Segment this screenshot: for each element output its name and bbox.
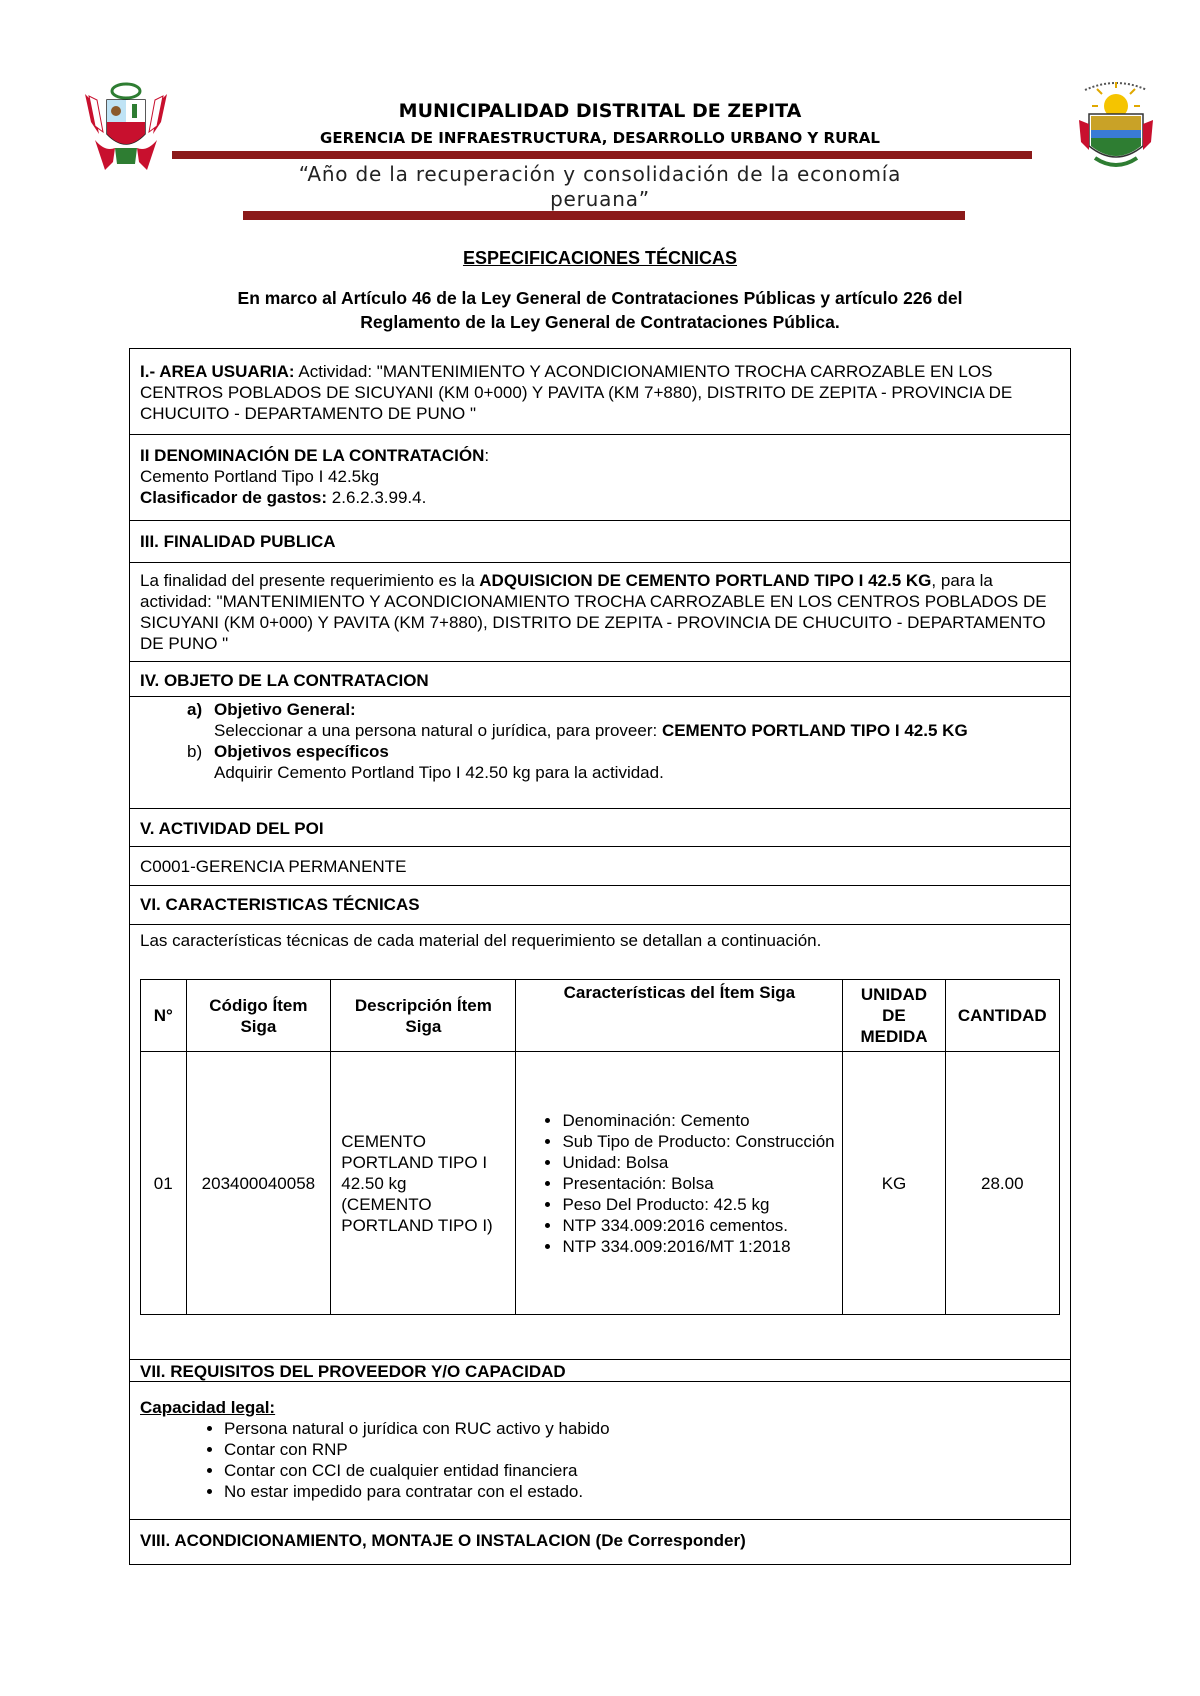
department-name: GERENCIA DE INFRAESTRUCTURA, DESARROLLO URBANO Y RURAL — [320, 129, 880, 147]
municipal-shield-icon — [1075, 80, 1157, 172]
section-heading-objeto: IV. OBJETO DE LA CONTRATACION — [140, 671, 429, 690]
finalidad-text-a: La finalidad del presente requerimiento es la — [140, 571, 480, 590]
list-marker: a) — [187, 700, 203, 719]
col-header-number: N° — [141, 980, 187, 1052]
section-requisitos-content — [129, 1397, 1071, 1502]
row-divider — [129, 885, 1071, 886]
col-header-code: Código Ítem Siga — [186, 980, 331, 1052]
col-header-features: Características del Ítem Siga — [516, 980, 843, 1052]
list-item: • Contar con CCI de cualquier entidad financiera — [224, 1460, 1060, 1481]
contract-item: Cemento Portland Tipo I 42.5kg — [140, 467, 380, 486]
capacidad-legal-heading: Capacidad legal: — [140, 1398, 276, 1417]
row-divider — [129, 1519, 1071, 1520]
row-divider — [129, 696, 1071, 697]
row-divider — [129, 1359, 1071, 1360]
items-table — [140, 979, 1060, 1315]
list-item: • Denominación: Cemento — [562, 1110, 836, 1131]
cell-number: 01 — [141, 1052, 187, 1315]
features-list — [522, 1110, 836, 1257]
objective-specific-text: Adquirir Cemento Portland Tipo I 42.50 kg para la actividad. — [214, 763, 664, 782]
heading-colon: : — [484, 446, 490, 465]
list-item: • Unidad: Bolsa — [562, 1152, 836, 1173]
row-divider — [129, 661, 1071, 662]
list-item: • NTP 334.009:2016/MT 1:2018 — [562, 1236, 836, 1257]
col-header-description: Descripción Ítem Siga — [331, 980, 516, 1052]
list-item: • Contar con RNP — [224, 1439, 1060, 1460]
row-divider — [129, 924, 1071, 925]
document-title: ESPECIFICACIONES TÉCNICAS — [462, 248, 738, 268]
header-divider-top — [172, 151, 1032, 159]
list-item: • Sub Tipo de Producto: Construcción — [562, 1131, 836, 1152]
row-divider — [129, 1381, 1071, 1382]
header-divider-bottom — [243, 211, 965, 220]
list-marker: b) — [187, 742, 203, 761]
institution-name: MUNICIPALIDAD DISTRITAL DE ZEPITA — [398, 100, 802, 122]
row-divider — [129, 562, 1071, 563]
row-divider — [129, 808, 1071, 809]
classifier-value: 2.6.2.3.99.4. — [327, 488, 427, 507]
section-heading-poi: V. ACTIVIDAD DEL POI — [140, 819, 324, 838]
classifier-label: Clasificador de gastos: — [140, 488, 328, 507]
objective-specific — [140, 741, 1060, 783]
section-heading-acondicionamiento: VIII. ACONDICIONAMIENTO, MONTAJE O INSTALACION (De Corresponder) — [140, 1531, 746, 1550]
row-divider — [129, 846, 1071, 847]
finalidad-text-bold: ADQUISICION DE CEMENTO PORTLAND TIPO I 42.5 KG — [479, 571, 932, 590]
caracteristicas-intro: Las características técnicas de cada material del requerimiento se detallan a continuación. — [140, 931, 822, 950]
table-header-row — [141, 980, 1060, 1052]
section-denominacion — [129, 445, 1071, 508]
poi-activity: C0001-GERENCIA PERMANENTE — [140, 857, 407, 876]
list-item: • Presentación: Bolsa — [562, 1173, 836, 1194]
section-heading: II DENOMINACIÓN DE LA CONTRATACIÓN — [140, 446, 485, 465]
list-item: • Peso Del Producto: 42.5 kg — [562, 1194, 836, 1215]
objective-general-title: Objetivo General: — [214, 700, 356, 719]
col-header-unit: UNIDAD DE MEDIDA — [843, 980, 945, 1052]
section-heading-caracteristicas: VI. CARACTERISTICAS TÉCNICAS — [140, 895, 420, 914]
section-finalidad-text — [129, 570, 1071, 654]
objective-general-bold: CEMENTO PORTLAND TIPO I 42.5 KG — [661, 721, 968, 740]
list-item: • No estar impedido para contratar con el estado. — [224, 1481, 1060, 1502]
cell-features — [516, 1052, 843, 1315]
objective-general — [140, 699, 1060, 741]
peru-coat-of-arms-icon — [85, 82, 167, 172]
section-text: Actividad: "MANTENIMIENTO Y ACONDICIONAMIENTO TROCHA CARROZABLE EN LOS CENTROS POBLADOS DE SICUYANI (KM 0+000) Y PAVITA (KM 7+880), DISTRITO DE ZEPITA - PROVINCIA DE CHUCUITO - DEPARTAMENTO DE PUNO " — [140, 362, 1013, 423]
cell-quantity: 28.00 — [945, 1052, 1059, 1315]
requisitos-list — [140, 1418, 1060, 1502]
section-area-usuaria — [129, 361, 1071, 424]
list-item: • Persona natural o jurídica con RUC activo y habido — [224, 1418, 1060, 1439]
section-heading: I.- AREA USUARIA: — [140, 362, 295, 381]
row-divider — [129, 520, 1071, 521]
objective-general-text: Seleccionar a una persona natural o jurídica, para proveer: — [214, 721, 662, 740]
objective-specific-title: Objetivos específicos — [214, 742, 389, 761]
document-subtitle: En marco al Artículo 46 de la Ley General de Contrataciones Públicas y artículo 226 del Reglamento de la Ley General de Contrataciones Pública. — [237, 288, 963, 332]
cell-code: 203400040058 — [186, 1052, 331, 1315]
cell-unit: KG — [843, 1052, 945, 1315]
year-motto: “Año de la recuperación y consolidación de la economía peruana” — [298, 162, 902, 211]
row-divider — [129, 434, 1071, 435]
col-header-quantity: CANTIDAD — [945, 980, 1059, 1052]
cell-description: CEMENTO PORTLAND TIPO I 42.50 kg (CEMENTO PORTLAND TIPO I) — [331, 1052, 516, 1315]
finalidad-text-b: , para la actividad: "MANTENIMIENTO Y ACONDICIONAMIENTO TROCHA CARROZABLE EN LOS CENTROS POBLADOS DE SICUYANI (KM 0+000) Y PAVITA (KM 7+880), DISTRITO DE ZEPITA - PROVINCIA DE CHUCUITO - DEPARTAMENTO DE PUNO " — [140, 571, 1047, 653]
section-heading-requisitos: VII. REQUISITOS DEL PROVEEDOR Y/O CAPACIDAD — [140, 1362, 566, 1381]
list-item: • NTP 334.009:2016 cementos. — [562, 1215, 836, 1236]
table-row — [141, 1052, 1060, 1315]
section-objeto-content — [129, 699, 1071, 783]
section-heading-finalidad: III. FINALIDAD PUBLICA — [140, 532, 336, 551]
